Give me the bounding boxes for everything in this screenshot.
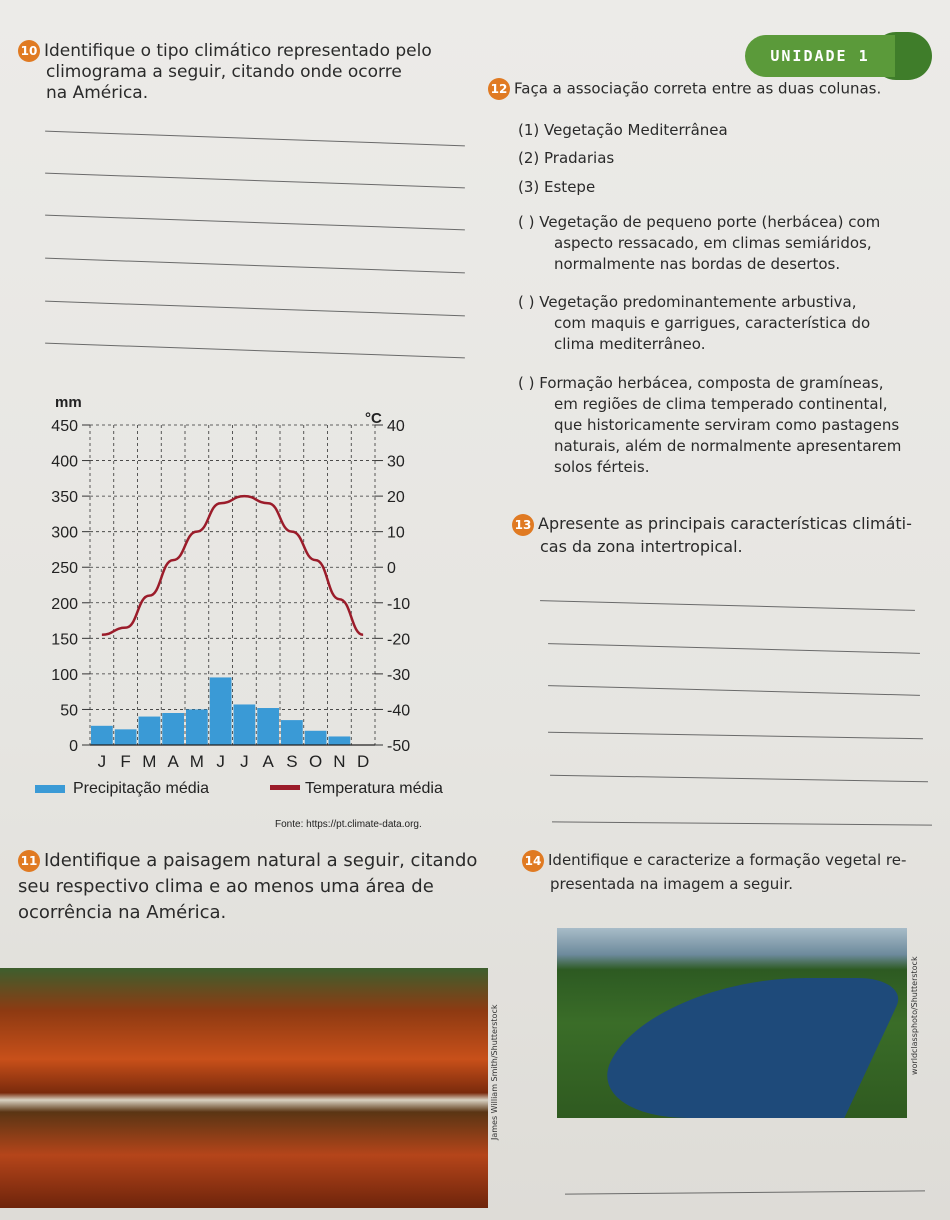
- statement-2-line-2: com maquis e garrigues, característica do: [554, 314, 871, 332]
- tropical-rainforest-river-photo: [557, 928, 907, 1118]
- question-10-line-1: Identifique o tipo climático representado pelo: [44, 41, 432, 61]
- month-label: F: [120, 752, 131, 771]
- precipitation-bar: [115, 729, 137, 745]
- right-tick-label: -50: [387, 738, 411, 755]
- river-shape: [584, 978, 907, 1118]
- statement-1-line-2: aspecto ressacado, em climas semiáridos,: [554, 234, 872, 252]
- question-12-title: [488, 78, 928, 100]
- left-tick-label: 450: [51, 418, 78, 435]
- month-label: D: [356, 752, 370, 771]
- legend-swatch-temperature: [270, 785, 300, 790]
- month-label: S: [286, 752, 298, 771]
- question-13-line-1: Apresente as principais características climáti-: [538, 514, 912, 533]
- answer-line[interactable]: [45, 343, 465, 359]
- right-tick-label: 10: [387, 524, 405, 542]
- question-number: 13: [512, 514, 534, 536]
- statement-3-line-2: em regiões de clima temperado continental,: [554, 395, 888, 413]
- answer-line[interactable]: [565, 1190, 925, 1194]
- answer-line[interactable]: [548, 643, 920, 654]
- question-10: [18, 40, 488, 104]
- month-label: J: [216, 752, 225, 771]
- answer-line[interactable]: [45, 301, 465, 317]
- question-10-line-2: climograma a seguir, citando onde ocorre: [46, 62, 402, 82]
- unit-badge: UNIDADE 1: [745, 35, 895, 77]
- answer-line[interactable]: [45, 131, 465, 147]
- question-14-line-1: Identifique e caracterize a formação vegetal re-: [548, 851, 907, 869]
- month-label: A: [262, 752, 274, 771]
- question-14: [522, 848, 942, 896]
- left-tick-label: 50: [60, 702, 78, 720]
- chart-source: Fonte: https://pt.climate-data.org.: [275, 819, 422, 830]
- right-tick-label: 30: [387, 453, 405, 471]
- option-2: (2) Pradarias: [518, 149, 615, 167]
- left-tick-label: 0: [69, 738, 78, 755]
- photo-credit-left: James William Smith/Shutterstock: [490, 1004, 499, 1140]
- statement-2-line-1: ( ) Vegetação predominantemente arbustiva,: [518, 293, 857, 311]
- question-number: 10: [18, 40, 40, 62]
- month-label: J: [240, 752, 249, 771]
- statement-2[interactable]: [518, 292, 938, 355]
- right-tick-label: 20: [387, 489, 405, 507]
- statement-2-line-3: clima mediterrâneo.: [554, 335, 706, 353]
- month-label: O: [309, 752, 323, 771]
- question-13: [512, 513, 942, 557]
- precipitation-bar: [139, 717, 161, 745]
- precipitation-bar: [210, 677, 232, 745]
- precipitation-bar: [305, 731, 327, 745]
- right-tick-label: -30: [387, 666, 411, 684]
- right-tick-label: 0: [387, 560, 396, 578]
- legend-swatch-precipitation: [35, 785, 65, 793]
- statement-1-line-1: ( ) Vegetação de pequeno porte (herbácea) com: [518, 213, 881, 231]
- right-tick-label: -40: [387, 702, 411, 720]
- month-label: J: [97, 752, 107, 771]
- question-14-line-2: presentada na imagem a seguir.: [550, 875, 794, 893]
- left-axis-label: mm: [55, 394, 82, 411]
- statement-3-line-5: solos férteis.: [554, 458, 650, 476]
- precipitation-bar: [91, 726, 113, 745]
- left-tick-label: 100: [51, 666, 78, 684]
- right-tick-label: -10: [387, 595, 411, 613]
- precipitation-bar: [186, 709, 208, 745]
- month-label: M: [189, 752, 204, 771]
- photo-credit-right: worldclassphoto/Shutterstock: [910, 956, 919, 1075]
- statement-1-line-3: normalmente nas bordas de desertos.: [554, 255, 841, 273]
- left-tick-label: 300: [51, 524, 78, 542]
- question-11-line-2: seu respectivo clima e ao menos uma área de: [18, 876, 434, 897]
- question-11: [18, 848, 508, 926]
- question-number: 12: [488, 78, 510, 100]
- left-tick-label: 350: [51, 489, 78, 507]
- statement-3-line-3: que historicamente serviram como pastagens: [554, 416, 900, 434]
- answer-line[interactable]: [45, 258, 465, 274]
- answer-line[interactable]: [550, 775, 928, 783]
- question-11-line-1: Identifique a paisagem natural a seguir, citando: [44, 850, 478, 871]
- precipitation-bar: [281, 720, 303, 745]
- right-axis-label: °C: [365, 410, 382, 427]
- statement-3[interactable]: [518, 373, 938, 478]
- answer-line[interactable]: [552, 821, 932, 825]
- question-13-line-2: cas da zona intertropical.: [540, 536, 743, 556]
- autumn-forest-photo: [0, 968, 488, 1208]
- precipitation-bar: [234, 704, 256, 745]
- legend-label-precipitation: Precipitação média: [73, 780, 210, 797]
- precipitation-bar: [329, 736, 351, 745]
- left-tick-label: 400: [51, 453, 78, 471]
- answer-line[interactable]: [548, 732, 923, 740]
- statement-3-line-1: ( ) Formação herbácea, composta de gramíneas,: [518, 374, 884, 392]
- answer-line[interactable]: [540, 600, 915, 611]
- climograph-chart: [15, 385, 495, 845]
- answer-line[interactable]: [45, 215, 465, 231]
- month-label: N: [333, 752, 346, 771]
- month-label: A: [167, 752, 179, 771]
- right-tick-label: 40: [387, 418, 405, 435]
- left-tick-label: 250: [51, 560, 78, 578]
- statement-3-line-4: naturais, além de normalmente apresentarem: [554, 437, 902, 455]
- question-10-line-3: na América.: [46, 83, 149, 103]
- legend-label-temperature: Temperatura média: [305, 780, 443, 797]
- right-tick-label: -20: [387, 631, 411, 649]
- precipitation-bar: [162, 713, 184, 745]
- question-12-text: Faça a associação correta entre as duas colunas.: [514, 79, 882, 98]
- answer-line[interactable]: [548, 685, 920, 696]
- statement-1[interactable]: [518, 212, 938, 275]
- question-number: 11: [18, 850, 40, 872]
- question-11-line-3: ocorrência na América.: [18, 902, 227, 923]
- left-tick-label: 150: [51, 631, 78, 649]
- precipitation-bar: [257, 708, 279, 745]
- question-number: 14: [522, 850, 544, 872]
- month-label: M: [142, 752, 157, 771]
- option-1: (1) Vegetação Mediterrânea: [518, 121, 728, 139]
- left-tick-label: 200: [51, 595, 78, 613]
- option-3: (3) Estepe: [518, 178, 596, 196]
- answer-line[interactable]: [45, 173, 465, 189]
